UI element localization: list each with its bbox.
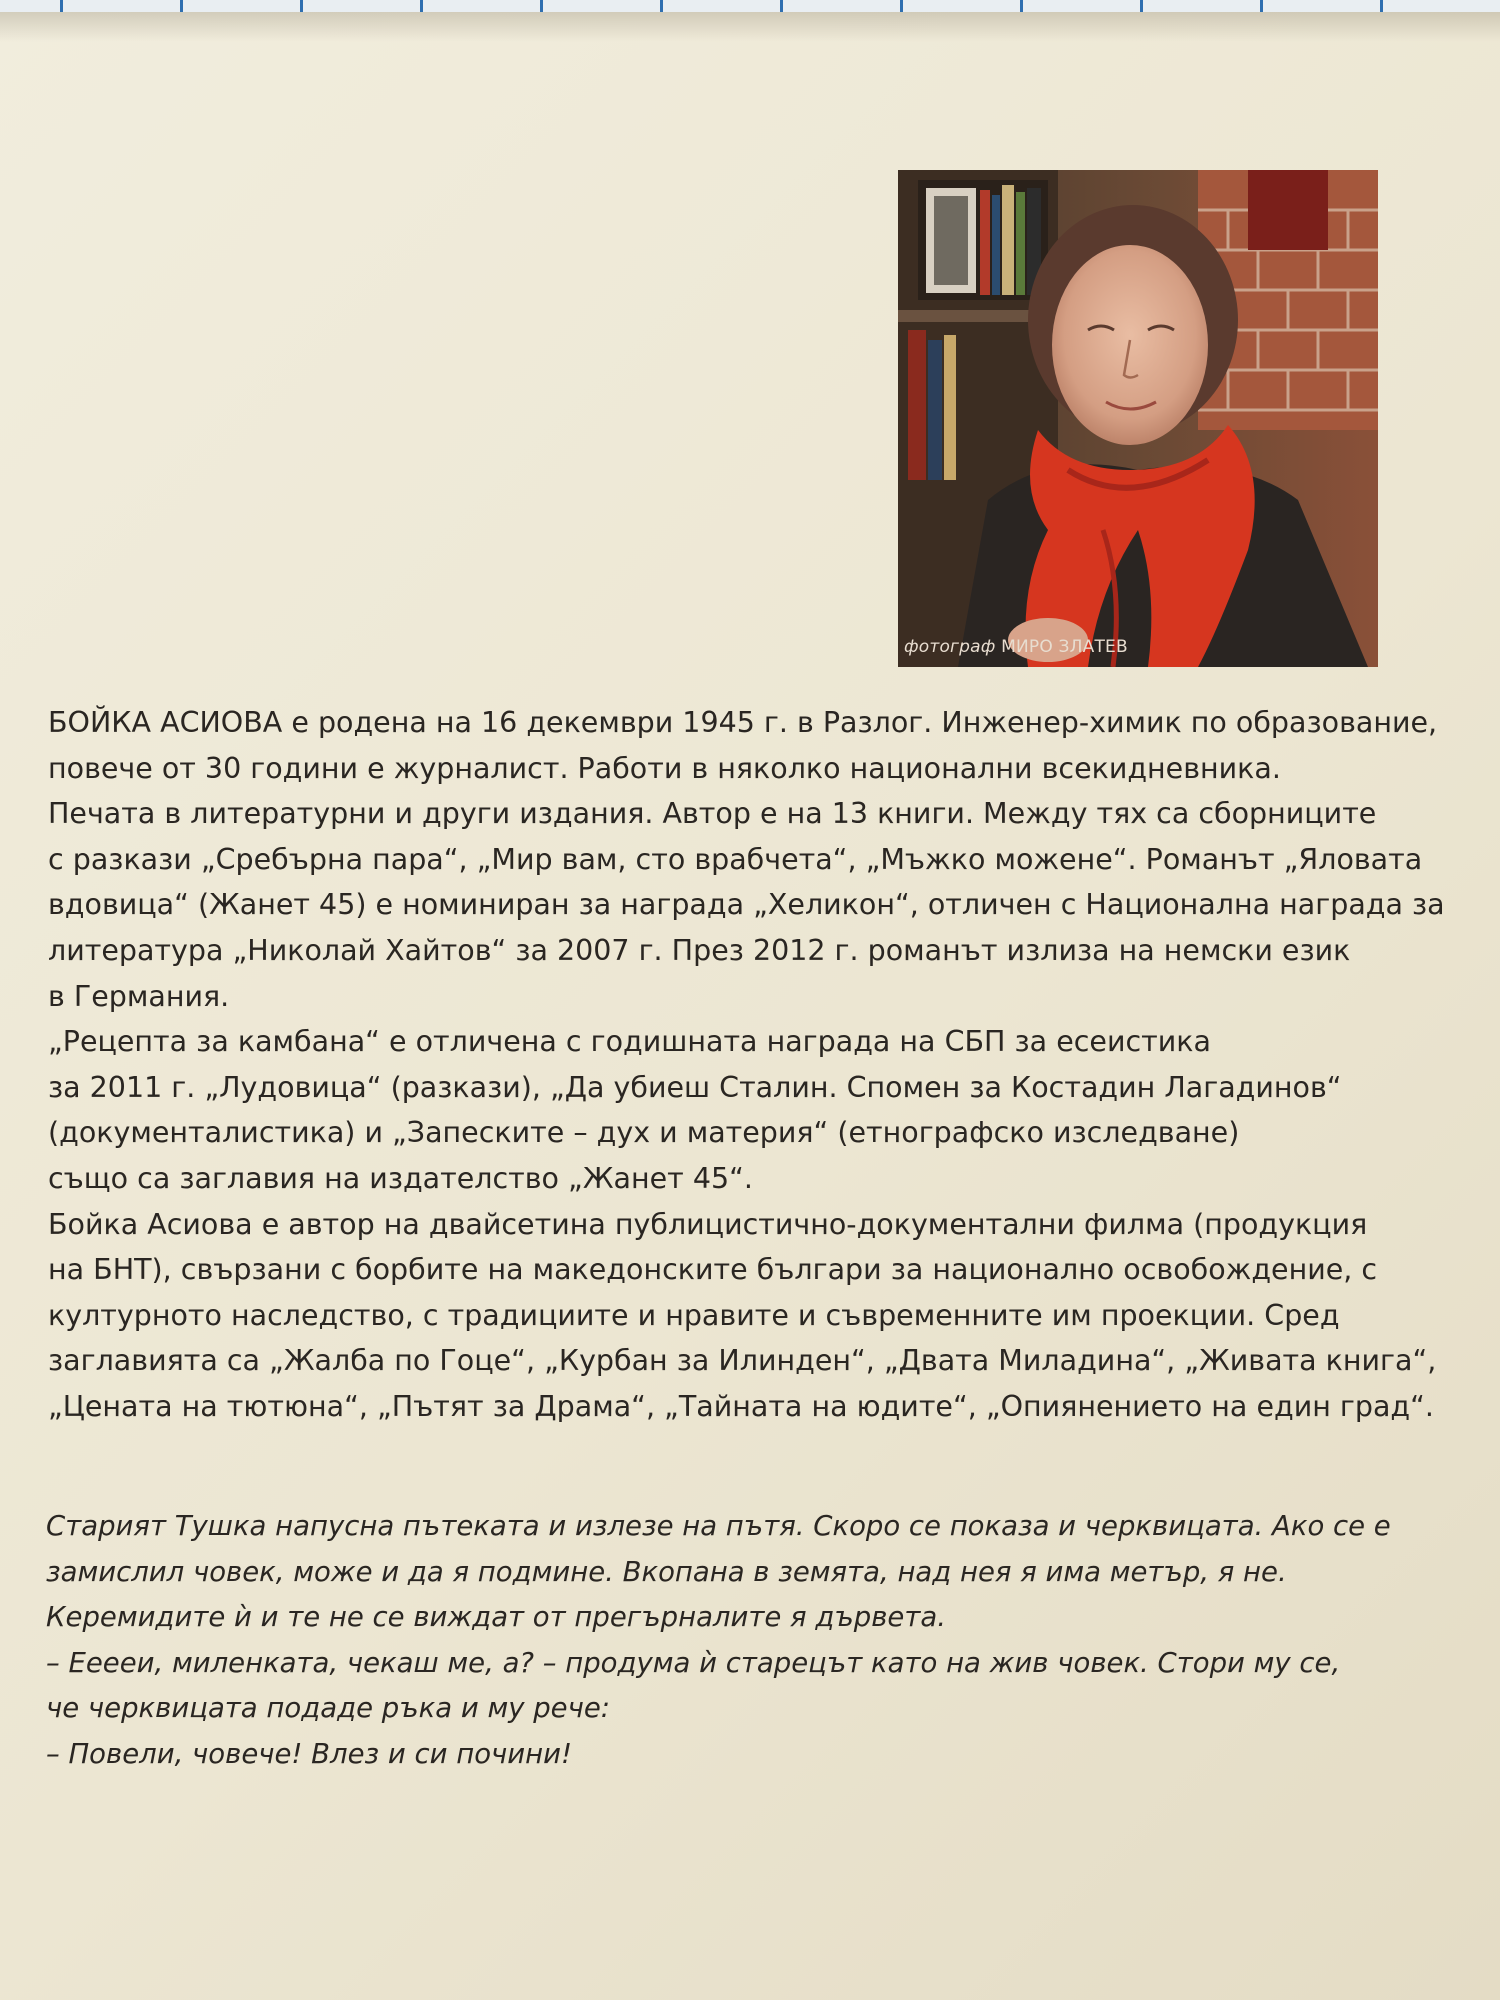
page-shadow — [0, 12, 1500, 42]
photographer-name: МИРО ЗЛАТЕВ — [1001, 637, 1128, 657]
photo-credit-prefix: фотограф — [904, 637, 996, 657]
book-excerpt — [46, 1504, 1486, 1777]
bio-line: вдовица“ (Жанет 45) е номиниран за награда „Хеликон“, отличен с Национална награда за — [48, 888, 1445, 922]
excerpt-line: че черквицата подаде ръка и му рече: — [46, 1692, 611, 1724]
bio-line: БОЙКА АСИОВА е родена на 16 декември 1945 г. в Разлог. Инженер-химик по образование, — [48, 706, 1438, 739]
photo-credit — [904, 637, 1128, 657]
excerpt-line: – Ееееи, миленката, чекаш ме, а? – продума ѝ старецът като на жив човек. Стори му се, — [46, 1646, 1341, 1679]
bio-line: Бойка Асиова е автор на двайсетина публицистично-документални филма (продукция — [48, 1207, 1368, 1241]
author-portrait-image — [898, 170, 1378, 667]
excerpt-line: Керемидите ѝ и те не се виждат от прегърналите я дървета. — [46, 1601, 946, 1633]
excerpt-line: – Повели, човече! Влез и си почини! — [46, 1737, 573, 1770]
bio-line: „Цената на тютюна“, „Пътят за Драма“, „Тайната на юдите“, „Опиянението на един град“. — [48, 1389, 1434, 1423]
bio-line: Печата в литературни и други издания. Автор е на 13 книги. Между тях са сборниците — [48, 797, 1377, 831]
bio-line: също са заглавия на издателство „Жанет 45“. — [48, 1161, 753, 1195]
author-photo — [898, 170, 1378, 667]
excerpt-line: замислил човек, може и да я подмине. Вкопана в земята, над нея я има метър, я не. — [46, 1555, 1287, 1588]
bio-line: в Германия. — [48, 979, 230, 1013]
bio-line: на БНТ), свързани с борбите на македонските българи за национално освобождение, с — [48, 1253, 1378, 1287]
bio-line: с разкази „Сребърна пара“, „Мир вам, сто врабчета“, „Мъжко можене“. Романът „Яловата — [48, 842, 1423, 876]
bio-line: повече от 30 години е журналист. Работи в няколко национални всекидневника. — [48, 751, 1281, 785]
excerpt-line: Старият Тушка напусна пътеката и излезе на пътя. Скоро се показа и черквицата. Ако се е — [46, 1510, 1391, 1542]
bio-line: литература „Николай Хайтов“ за 2007 г. През 2012 г. романът излиза на немски език — [48, 933, 1351, 967]
bio-line: за 2011 г. „Лудовица“ (разкази), „Да убиеш Сталин. Спомен за Костадин Лагадинов“ — [48, 1070, 1342, 1104]
bio-line: (документалистика) и „Запеските – дух и материя“ (етнографско изследване) — [48, 1116, 1240, 1150]
bio-line: „Рецепта за камбана“ е отличена с годишната награда на СБП за есеистика — [48, 1025, 1211, 1059]
bio-line: културното наследство, с традициите и нравите и съвременните им проекции. Сред — [48, 1298, 1340, 1332]
author-biography — [48, 700, 1488, 1430]
bio-line: заглавията са „Жалба по Гоце“, „Курбан за Илинден“, „Двата Миладина“, „Живата книга“, — [48, 1344, 1437, 1378]
